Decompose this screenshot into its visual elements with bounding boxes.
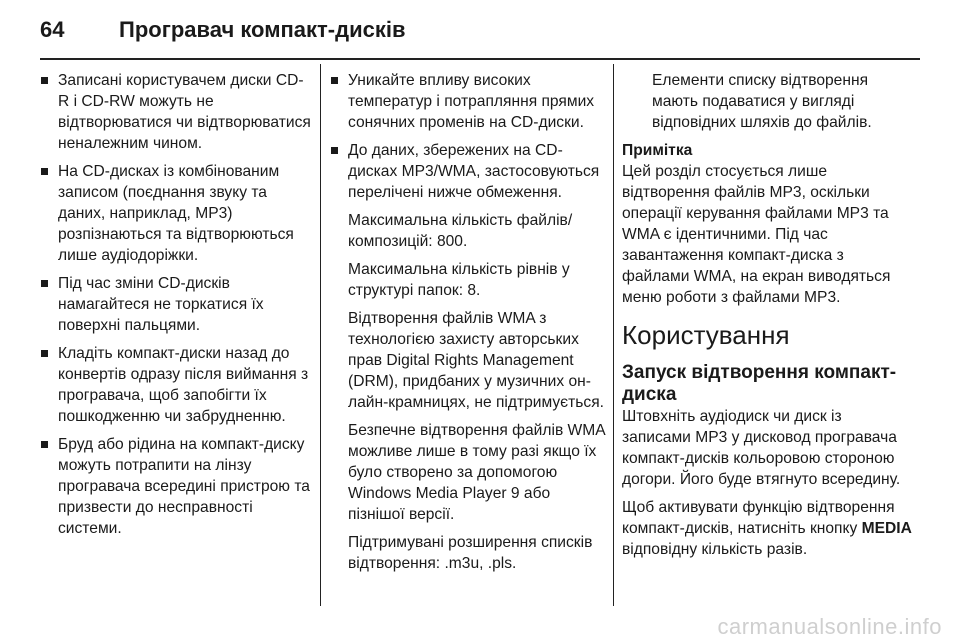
list-item: До даних, збережених на CD-дисках MP3/WMA, застосовуються перелічені нижче обмеження.: [330, 140, 610, 203]
list-item: Кладіть компакт-диски назад до конвертів одразу після виймання з програвача, щоб запобігти їх пошкодженню чи забрудненню.: [40, 343, 312, 427]
max-files-text: Максимальна кількість файлів/ композицій: 800.: [348, 212, 573, 250]
column-2: [330, 70, 610, 581]
section-heading: Користування: [622, 320, 790, 350]
page-number: 64: [40, 17, 65, 42]
wma-drm-text: Відтворення файлів WMA з технологією захисту авторських прав Digital Rights Management (DRM), придбаних у музичних он-лайн-крамницях, не підтримується.: [348, 310, 604, 411]
header-divider: [40, 58, 920, 60]
media-button-label: MEDIA: [861, 520, 912, 537]
insert-disc-text: Штовхніть аудіодиск чи диск із записами MP3 у дисковод програвача компакт-дисків кольоровою стороною догори. Його буде втягнуто всередину.: [622, 408, 901, 488]
list-item: Бруд або рідина на компакт-диску можуть потрапити на лінзу програвача всередині пристрою та призвести до несправності системи.: [40, 434, 312, 539]
column-1: [40, 70, 312, 546]
column-divider-1: [320, 64, 321, 606]
list-item: Записані користувачем диски CD-R і CD-RW можуть не відтворюватися чи відтворюватися неналежним чином.: [40, 70, 312, 154]
note-box: [622, 140, 912, 308]
column-3: [622, 70, 912, 567]
page-title: Програвач компакт-дисків: [119, 17, 406, 42]
note-text: Цей розділ стосується лише відтворення файлів MP3, оскільки операції керування файлами MP3 та WMA є ідентичними. Під час завантаження компакт-диска з файлами WMA, на екран виводяться меню роботи з файлами MP3.: [622, 163, 891, 306]
cd-care-list: [40, 70, 312, 539]
playlist-elements-text: Елементи списку відтворення мають подаватися у вигляді відповідних шляхів до файлів.: [652, 72, 872, 131]
list-item: На CD-дисках із комбінованим записом (поєднання звуку та даних, наприклад, MP3) розпізнаються та відтворюються лише аудіодоріжки.: [40, 161, 312, 266]
page-header: [40, 10, 920, 50]
list-item: Під час зміни CD-дисків намагайтеся не торкатися їх поверхні пальцями.: [40, 273, 312, 336]
watermark: carmanualsonline.info: [717, 614, 942, 639]
note-title: Примітка: [622, 142, 693, 159]
restrictions-list: [330, 70, 610, 203]
activate-text-after: відповідну кількість разів.: [622, 541, 808, 558]
wma-safe-text: Безпечне відтворення файлів WMA можливе лише в тому разі якщо їх було створено за допомогою Windows Media Player 9 або пізнішої версії.: [348, 422, 605, 523]
activate-text-before: Щоб активувати функцію відтворення компакт-дисків, натисніть кнопку: [622, 499, 895, 537]
extensions-text: Підтримувані розширення списків відтворення: .m3u, .pls.: [348, 534, 593, 572]
activate-text: [622, 497, 912, 560]
sub-heading: Запуск відтворення компакт-диска: [622, 362, 897, 405]
list-item: Уникайте впливу високих температур і потрапляння прямих сонячних променів на CD-диски.: [330, 70, 610, 133]
max-levels-text: Максимальна кількість рівнів у структурі папок: 8.: [348, 261, 570, 299]
column-divider-2: [613, 64, 614, 606]
